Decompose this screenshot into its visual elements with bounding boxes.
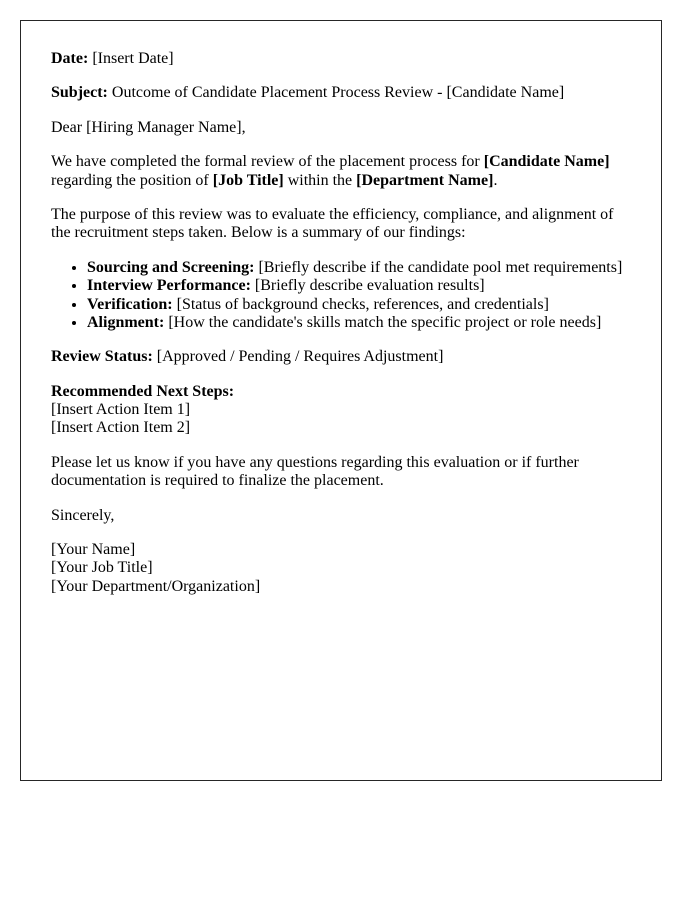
review-status-line — [51, 348, 631, 366]
signoff: Sincerely, — [51, 506, 115, 524]
finding-text: [How the candidate's skills match the specific project or role needs] — [164, 313, 602, 331]
finding-text: [Briefly describe evaluation results] — [250, 277, 485, 295]
review-status-label: Review Status: — [51, 348, 153, 366]
signature-job-title: [Your Job Title] — [51, 559, 153, 577]
finding-label: Interview Performance: — [87, 277, 251, 295]
candidate-name-placeholder: [Candidate Name] — [483, 153, 610, 171]
job-title-placeholder: [Job Title] — [212, 171, 284, 189]
date-line — [51, 50, 631, 68]
closing-note: Please let us know if you have any questions regarding this evaluation or if further documentation is required to finalize the placement. — [51, 453, 579, 490]
date-label: Date: — [51, 50, 89, 67]
action-item: [Insert Action Item 1] — [51, 401, 191, 419]
list-item-verification — [87, 296, 631, 314]
list-item-alignment — [87, 314, 631, 332]
intro-text: . — [493, 171, 498, 189]
salutation: Dear [Hiring Manager Name], — [51, 118, 246, 136]
subject-line — [51, 84, 631, 102]
finding-label: Sourcing and Screening: — [87, 258, 255, 276]
date-value: [Insert Date] — [88, 50, 174, 67]
subject-label: Subject: — [51, 84, 108, 102]
findings-list — [51, 259, 631, 333]
intro-text: regarding the position of — [51, 171, 213, 189]
intro-text: within the — [283, 171, 357, 189]
letter-document — [20, 20, 662, 781]
purpose-paragraph: The purpose of this review was to evaluate the efficiency, compliance, and alignment of the recruitment steps taken. Below is a summary of our findings: — [51, 205, 614, 242]
list-item-sourcing — [87, 259, 631, 277]
intro-text: We have completed the formal review of the placement process for — [51, 153, 484, 171]
intro-paragraph — [51, 153, 631, 190]
signature-organization: [Your Department/Organization] — [51, 577, 261, 595]
department-name-placeholder: [Department Name] — [356, 171, 494, 189]
next-steps-block — [51, 383, 631, 438]
action-item: [Insert Action Item 2] — [51, 419, 191, 437]
list-item-interview — [87, 277, 631, 295]
finding-text: [Status of background checks, references, and credentials] — [172, 295, 549, 313]
subject-value: Outcome of Candidate Placement Process Review - [Candidate Name] — [107, 84, 565, 102]
signature-name: [Your Name] — [51, 541, 136, 559]
next-steps-heading: Recommended Next Steps: — [51, 382, 235, 400]
review-status-value: [Approved / Pending / Requires Adjustment] — [152, 348, 444, 366]
finding-text: [Briefly describe if the candidate pool met requirements] — [254, 258, 623, 276]
finding-label: Verification: — [87, 295, 173, 313]
finding-label: Alignment: — [87, 313, 165, 331]
signature-block — [51, 541, 631, 596]
